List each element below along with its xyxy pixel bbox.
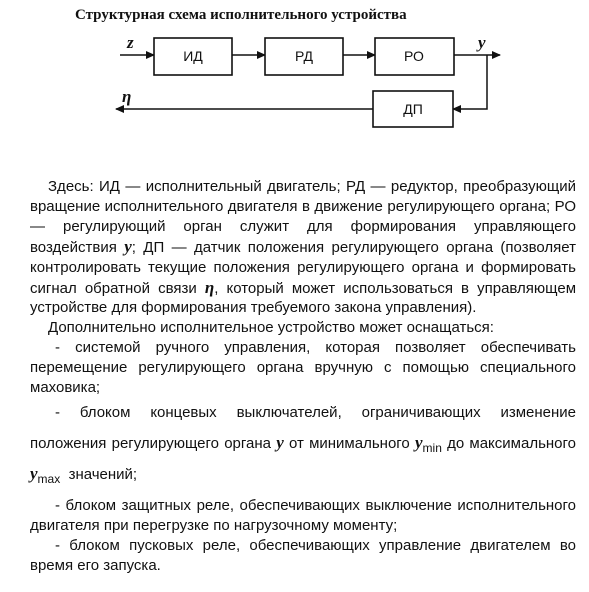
block-diagram [0, 0, 589, 175]
list-item-manual-control: - системой ручного управления, которая позволяет обеспечивать перемещение регулирующего органа вручную с помощью специального маховика; [30, 339, 576, 397]
feedback-branch-line [453, 55, 487, 109]
output-signal-label: y [478, 33, 486, 52]
feedback-signal-label: η [122, 87, 132, 106]
page-title: Структурная схема исполнительного устройства [75, 7, 407, 23]
block-position-sensor-label: ДП [403, 101, 423, 117]
list-item-limit-switches: - блоком концевых выключателей, ограничивающих изменение положения регулирующего органа y от минимального $y_{min}$ до максимального $y_{max}$ значений; [30, 403, 576, 486]
paragraph-intro-list: Дополнительно исполнительное устройство может оснащаться: [48, 319, 494, 337]
block-reducer-label: РД [295, 48, 313, 64]
list-item-start-relays: - блоком пусковых реле, обеспечивающих управление двигателем во время его запуска. [30, 536, 576, 574]
description-text [30, 177, 576, 576]
input-signal-label: z [127, 33, 134, 52]
paragraph-definitions: Здесь: ИД — исполнительный двигатель; РД — редуктор, преобразующий вращение исполнительного двигателя в движение регулирующего органа; РО — регулирующий орган служит для формирования управляющего воздействия y; ДП — датчик положения регулирующего органа (позволяет контролировать текущие положения регулирующего органа и формировать сигнал обратной связи η, который может использоваться в управляющем устройстве для формирования требуемого закона управления). [30, 178, 577, 317]
block-regulating-organ-label: РО [404, 48, 424, 64]
list-item-protective-relays: - блоком защитных реле, обеспечивающих выключение исполнительного двигателя при перегрузке по нагрузочному моменту; [30, 496, 576, 534]
block-motor-label: ИД [183, 48, 203, 64]
